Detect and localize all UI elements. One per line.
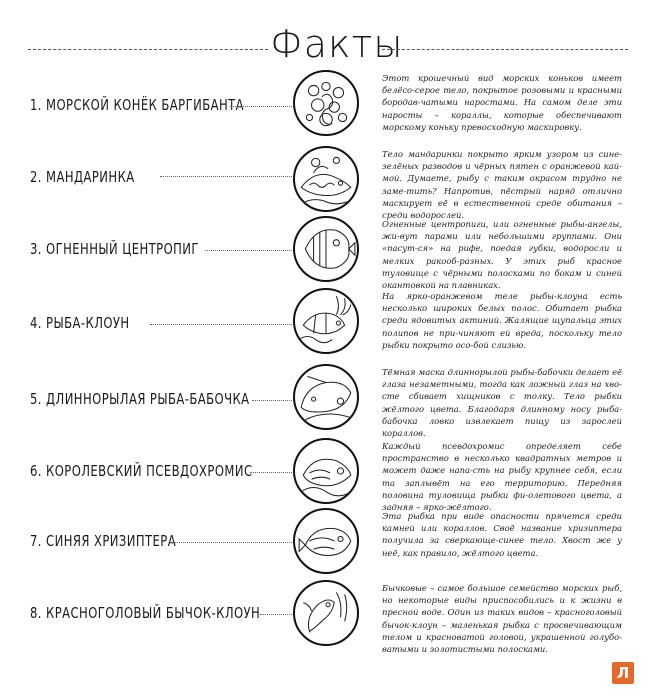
- header-dashed-line-left: [28, 49, 268, 50]
- fact-row-1: [0, 70, 650, 146]
- fact-row-5: [0, 364, 650, 440]
- fact-text: Эта рыбка при виде опасности прячется среди камней или кораллов. Своё название хризиптера получила за сверкающе-синее тело. Хвост же у неё, как правило, жёлтого цвета.: [382, 511, 622, 558]
- damselfish-icon: [293, 508, 359, 574]
- page-title: Факты: [270, 22, 404, 66]
- fact-label: 6. КОРОЛЕВСКИЙ ПСЕВДОХРОМИС: [30, 462, 253, 480]
- leader-dots: [205, 250, 292, 251]
- clownfish-anemone-icon: [293, 288, 359, 354]
- header-dashed-line-right: [382, 49, 628, 50]
- fact-row-7: [0, 508, 650, 584]
- publisher-logo: Л: [612, 662, 634, 684]
- page-header: [0, 22, 650, 66]
- fact-text: Тёмная маска длиннорылой рыбы-бабочки делает её глаза незаметными, тогда как ложный глаз на хво-сте сбивает хищников с толку. Тело рыбки жёлтого цвета. Благодаря длинному носу рыба-бабочка ловко извлекает пищу из зарослей кораллов.: [382, 367, 622, 439]
- fact-row-2: [0, 146, 650, 222]
- fact-text: На ярко-оранжевом теле рыбы-клоуна есть несколько широких белых полос. Обитает рыбка среди ядовитых актиний. Жалящие щупальца этих полипов не при-чиняют ей вреда, поскольку тело рыбки покрыто осо-бой слизью.: [382, 291, 622, 350]
- fact-label: 3. ОГНЕННЫЙ ЦЕНТРОПИГ: [30, 240, 199, 258]
- leader-dots: [160, 176, 292, 177]
- butterflyfish-icon: [293, 364, 359, 430]
- fact-label: 5. ДЛИННОРЫЛАЯ РЫБА-БАБОЧКА: [30, 390, 250, 408]
- fact-label: 8. КРАСНОГОЛОВЫЙ БЫЧОК-КЛОУН: [30, 604, 261, 622]
- fact-text: Тело мандаринки покрыто ярким узором из сине-зелёных разводов и чёрных пятен с оранжевой кай-мой. Думаете, рыбу с таким окрасом трудно не заме-тить? Напротив, пёстрый наряд отлично маскирует её в естественной среде обитания – среди водорослей.: [382, 149, 622, 221]
- mandarinfish-icon: [293, 146, 359, 212]
- fact-text: Бычковые – самое большое семейство морских рыб, но некоторые виды приспособились и к жизни в пресной воде. Один из таких видов – красноголовый бычок-клоун – маленькая рыбка с просвечивающим телом и красноватой головой, украшенной голубо-ватыми и золотистыми полосками.: [382, 583, 622, 655]
- fact-label: 7. СИНЯЯ ХРИЗИПТЕРА: [30, 532, 177, 550]
- fact-label: 2. МАНДАРИНКА: [30, 168, 135, 186]
- leader-dots: [252, 400, 292, 401]
- dottyback-icon: [293, 438, 359, 504]
- fact-label: 4. РЫБА-КЛОУН: [30, 314, 130, 332]
- fact-row-6: [0, 438, 650, 514]
- fact-text: Огненные центропиги, или огненные рыбы-ангелы, жи-вут парами или небольшими группами. Они «пасут-ся» на рифе, поедая губки, водоросли и мелких ракооб-разных. У этих рыб красное туловище с чёрными полосками по бокам и синей окантовкой на плавниках.: [382, 219, 622, 291]
- fact-text: Каждый псевдохромис определяет себе пространство в несколько квадратных метров и может даже напа-сть на рыбу крупнее себя, если та заплывёт на его территорию. Передняя половина туловища рыбки фи-олетового цвета, а задняя – ярко-жёлтого.: [382, 441, 622, 513]
- fact-text: Этот крошечный вид морских коньков имеет белёсо-серое тело, покрытое розовыми и красными бородав-чатыми наростами. На самом деле эти наросты – кораллы, которые обеспечивают морскому коньку превосходную маскировку.: [382, 73, 622, 132]
- leader-dots: [250, 472, 292, 473]
- seahorse-coral-icon: [293, 70, 359, 136]
- leader-dots: [230, 106, 292, 107]
- fact-row-8: [0, 580, 650, 656]
- fact-row-3: [0, 216, 650, 292]
- leader-dots: [150, 324, 292, 325]
- angelfish-icon: [293, 216, 359, 282]
- leader-dots: [260, 614, 292, 615]
- fact-label: 1. МОРСКОЙ КОНЁК БАРГИБАНТА: [30, 96, 245, 114]
- leader-dots: [170, 542, 292, 543]
- fact-row-4: [0, 288, 650, 364]
- goby-icon: [293, 580, 359, 646]
